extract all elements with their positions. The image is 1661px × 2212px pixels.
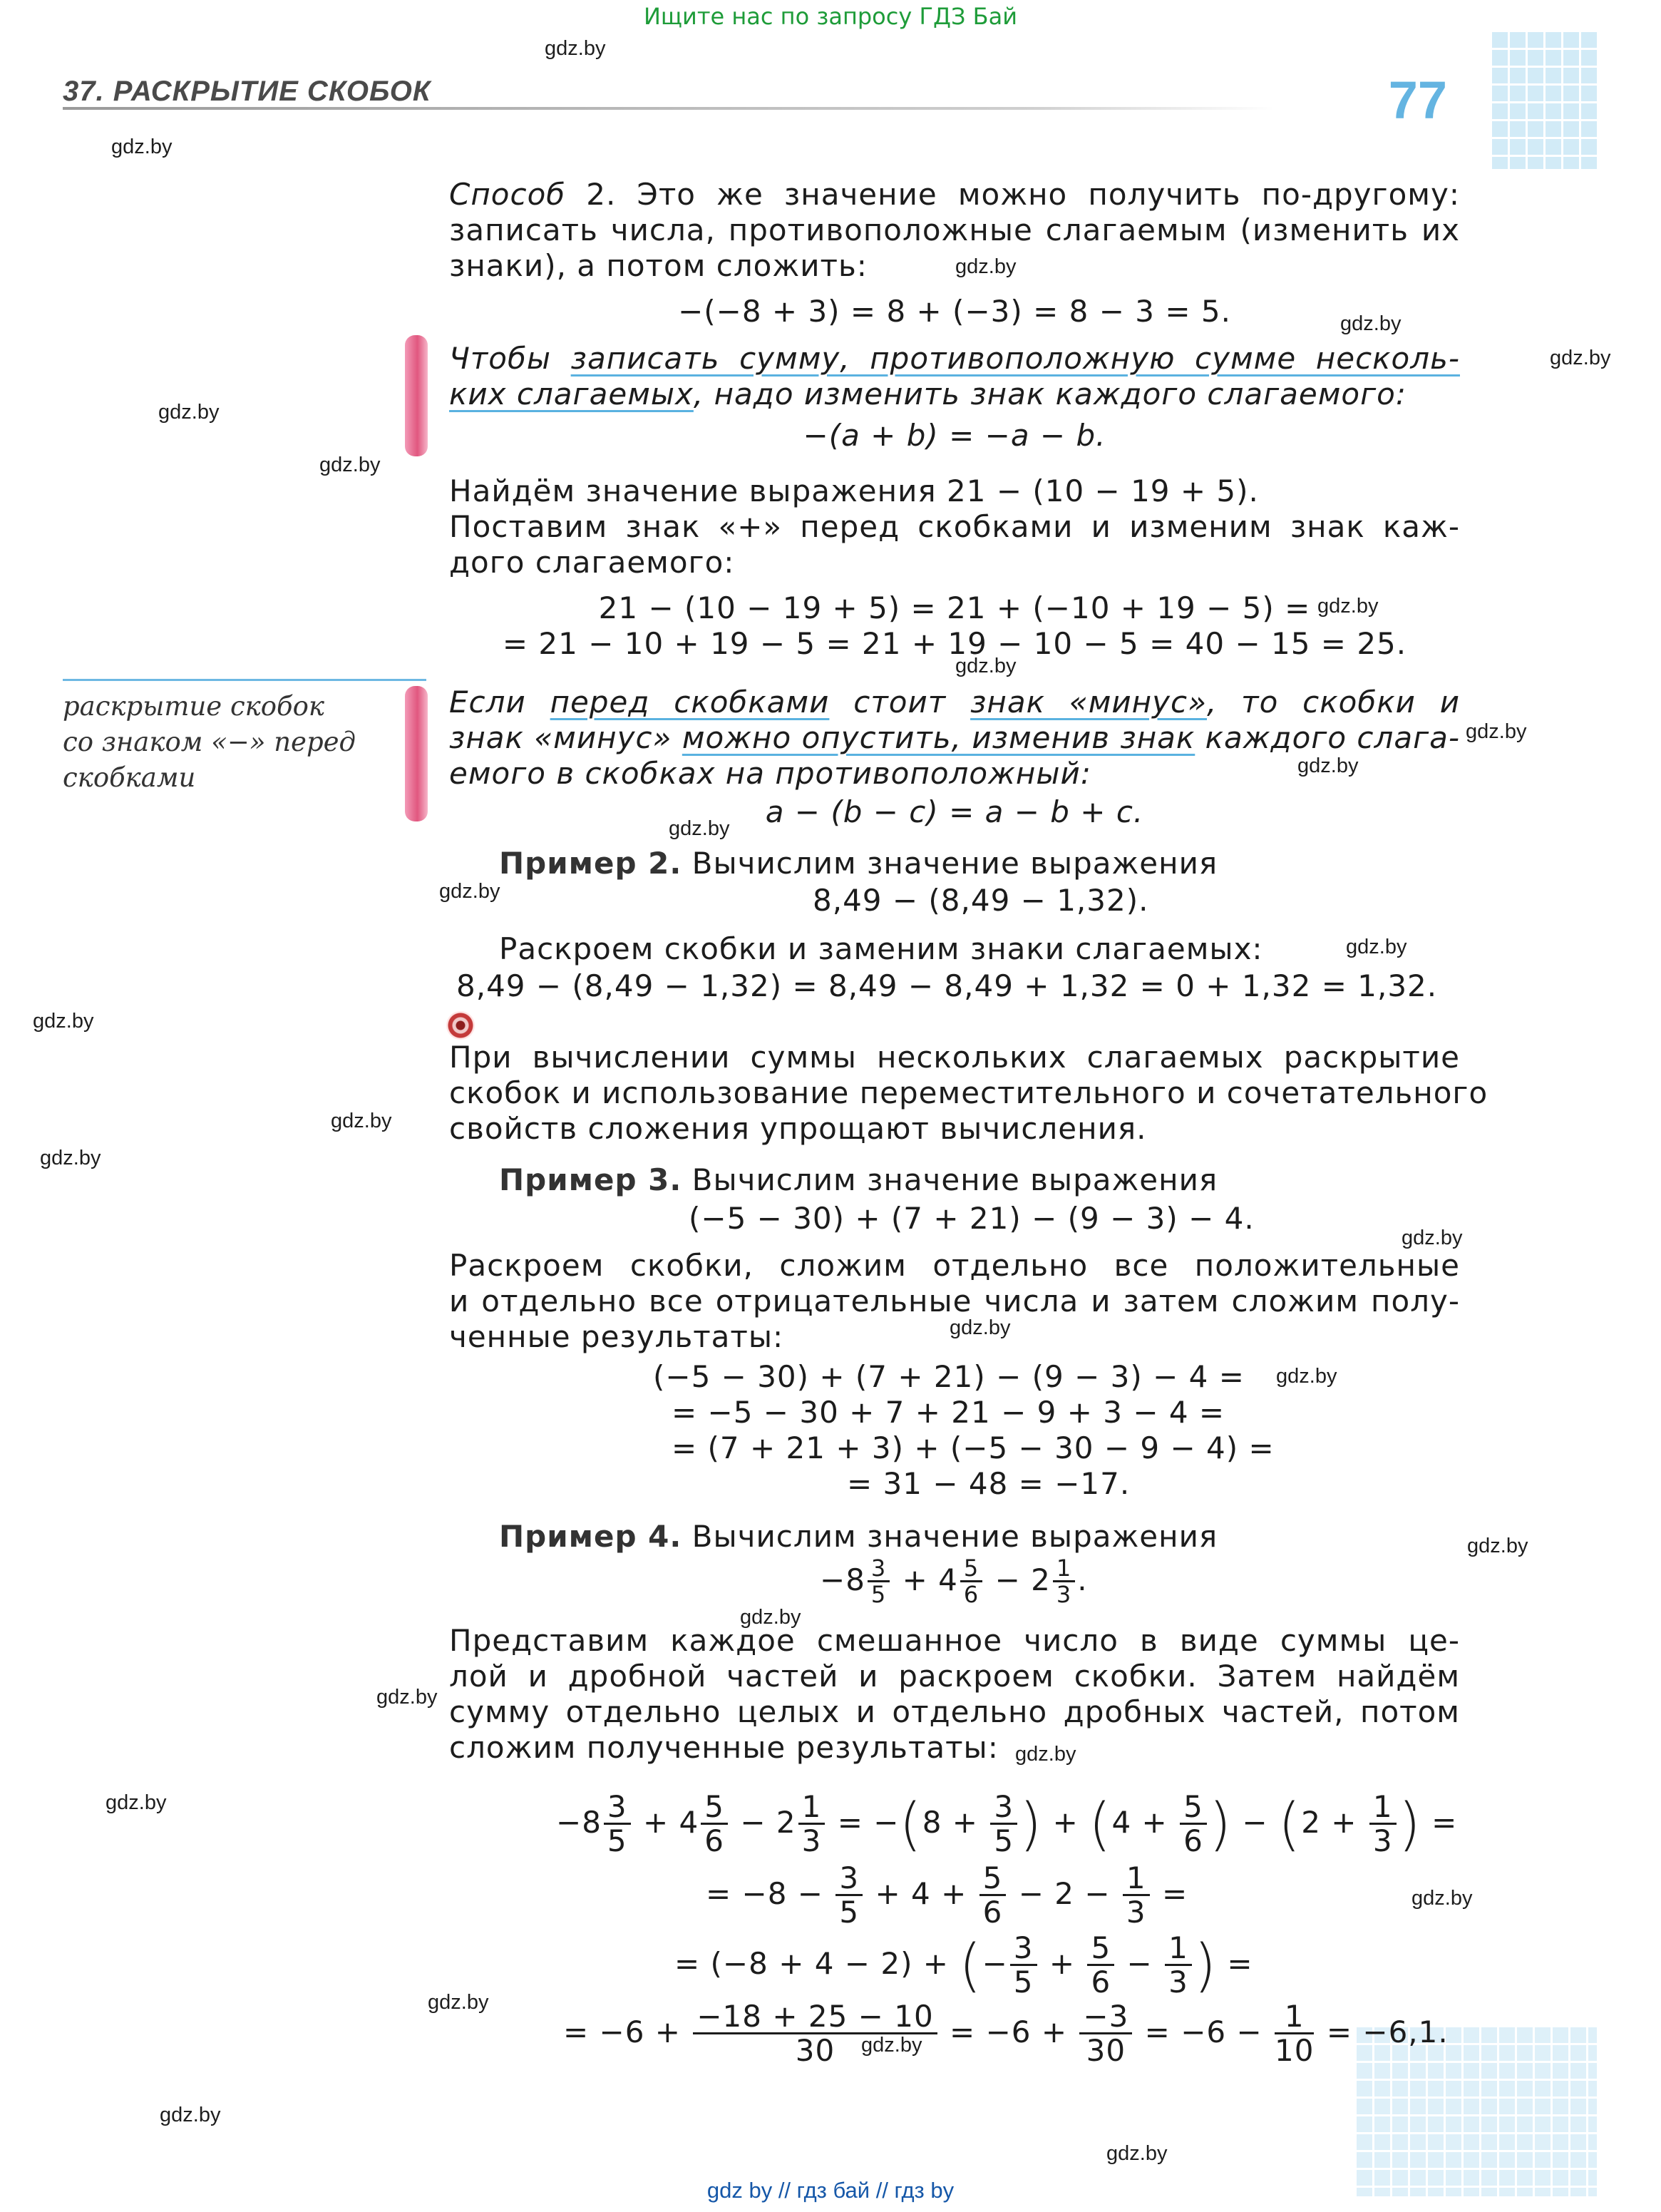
side-note-line2: со знаком «−» перед	[63, 727, 356, 757]
watermark: gdz.by	[158, 401, 220, 424]
example3-line2: и отдельно все отрицательные числа и затем сложим полу-	[449, 1284, 1460, 1319]
watermark: gdz.by	[1106, 2142, 1168, 2165]
rule2-line2: знак «минус» можно опустить, изменив знак каждого слага-	[449, 720, 1461, 755]
example3-line3: ченные результаты:	[449, 1319, 784, 1354]
watermark: gdz.by	[1276, 1365, 1337, 1388]
example4-line4: сложим полученные результаты:	[449, 1730, 999, 1765]
watermark: gdz.by	[740, 1606, 801, 1629]
rule2-line3: емого в скобках на противоположный:	[449, 756, 1091, 791]
watermark: gdz.by	[376, 1686, 438, 1709]
note-line3: свойств сложения упрощают вычисления.	[449, 1111, 1147, 1146]
example2-equation: 8,49 − (8,49 − 1,32) = 8,49 − 8,49 + 1,32 = 0 + 1,32 = 1,32.	[456, 968, 1438, 1003]
example4-step2: = −8 − $\frac{3}{5}$ + 4 + $\frac{5}{6}$ − 2 − $\frac{1}{3}$ =	[706, 1860, 1188, 1930]
example4-line2: лой и дробной частей и раскроем скобки. Затем найдём	[449, 1659, 1460, 1694]
decorative-grid-top	[1490, 30, 1597, 169]
rule2-formula: a − (b − c) = a − b + c.	[765, 794, 1144, 829]
watermark: gdz.by	[1466, 720, 1527, 743]
find-line3: дого слагаемого:	[449, 545, 735, 580]
watermark: gdz.by	[439, 880, 500, 903]
watermark: gdz.by	[331, 1110, 392, 1132]
example4-line3: сумму отдельно целых и отдельно дробных частей, потом	[449, 1694, 1460, 1729]
find-equation2: = 21 − 10 + 19 − 5 = 21 + 19 − 10 − 5 = 40 − 15 = 25.	[502, 626, 1407, 661]
side-note-rule	[63, 679, 426, 681]
rule1-line1: Чтобы записать сумму, противоположную сумме несколь-	[449, 341, 1460, 376]
rule1-formula: −(a + b) = −a − b.	[803, 418, 1106, 453]
page-number: 77	[1388, 71, 1447, 130]
attention-marker-icon	[446, 1011, 475, 1040]
top-banner[interactable]: Ищите нас по запросу ГДЗ Бай	[643, 3, 1018, 30]
watermark: gdz.by	[160, 2104, 221, 2126]
rule1-marker-bar	[405, 335, 428, 456]
watermark: gdz.by	[545, 37, 606, 60]
example3-equation1: (−5 − 30) + (7 + 21) − (9 − 3) − 4 =	[653, 1359, 1245, 1394]
example3-equation3: = (7 + 21 + 3) + (−5 − 30 − 9 − 4) =	[672, 1430, 1275, 1465]
watermark: gdz.by	[1402, 1227, 1463, 1249]
watermark: gdz.by	[1550, 347, 1611, 369]
watermark: gdz.by	[319, 454, 381, 476]
watermark: gdz.by	[1015, 1743, 1076, 1766]
rule2-line1: Если перед скобками стоит знак «минус», то скобки и	[449, 685, 1460, 720]
example3-line1: Раскроем скобки, сложим отдельно все положительные	[449, 1248, 1460, 1283]
watermark: gdz.by	[40, 1147, 101, 1169]
watermark: gdz.by	[428, 1991, 489, 2014]
watermark: gdz.by	[1317, 595, 1379, 618]
find-equation1: 21 − (10 − 19 + 5) = 21 + (−10 + 19 − 5) =	[598, 590, 1311, 625]
example4-heading: Пример 4. Вычислим значение выражения	[499, 1519, 1218, 1554]
note-line2: скобок и использование переместительного и сочетательного	[449, 1075, 1488, 1110]
side-note-line3: скобками	[63, 762, 196, 793]
title-rule	[63, 107, 1275, 110]
watermark: gdz.by	[955, 655, 1017, 677]
watermark: gdz.by	[1340, 312, 1402, 335]
rule1-line2: ких слагаемых, надо изменить знак каждого слагаемого:	[449, 377, 1407, 411]
example4-step3: = (−8 + 4 − 2) + (− $\frac{3}{5}$ + $\frac{5}{6}$ − $\frac{1}{3}$ ) =	[674, 1930, 1253, 1999]
example3-equation2: = −5 − 30 + 7 + 21 − 9 + 3 − 4 =	[672, 1395, 1225, 1430]
section-title: 37. РАСКРЫТИЕ СКОБОК	[63, 76, 431, 107]
watermark: gdz.by	[861, 2034, 922, 2057]
watermark: gdz.by	[33, 1010, 94, 1033]
watermark: gdz.by	[1297, 754, 1359, 777]
side-note-line1: раскрытие скобок	[63, 691, 325, 722]
example4-expression: −8 $\frac{3}{5}$ + 4 $\frac{5}{6}$ − 2 $\frac{1}{3}$ .	[820, 1554, 1088, 1609]
example2-expression: 8,49 − (8,49 − 1,32).	[813, 883, 1149, 918]
watermark: gdz.by	[950, 1316, 1011, 1339]
note-line1: При вычислении суммы нескольких слагаемых раскрытие	[449, 1040, 1460, 1075]
sposob2-equation: −(−8 + 3) = 8 + (−3) = 8 − 3 = 5.	[678, 294, 1231, 329]
watermark: gdz.by	[1411, 1887, 1473, 1910]
watermark: gdz.by	[669, 817, 730, 840]
sposob2-line2: записать числа, противоположные слагаемым (изменить их	[449, 213, 1460, 247]
example4-line1: Представим каждое смешанное число в виде суммы це-	[449, 1623, 1460, 1658]
example2-heading: Пример 2. Вычислим значение выражения	[499, 846, 1218, 881]
watermark: gdz.by	[111, 135, 173, 158]
example2-line1: Раскроем скобки и заменим знаки слагаемых:	[499, 931, 1263, 966]
watermark: gdz.by	[106, 1791, 167, 1814]
watermark: gdz.by	[1346, 936, 1407, 958]
watermark: gdz.by	[1467, 1535, 1528, 1557]
find-line1: Найдём значение выражения 21 − (10 − 19 + 5).	[449, 473, 1259, 508]
watermark: gdz.by	[955, 255, 1017, 278]
rule2-marker-bar	[405, 686, 428, 821]
example3-equation4: = 31 − 48 = −17.	[847, 1466, 1131, 1501]
sposob2-line3: знаки), а потом сложить:	[449, 248, 868, 283]
bottom-links[interactable]: gdz by // гдз бай // гдз by	[706, 2178, 955, 2203]
example3-heading: Пример 3. Вычислим значение выражения	[499, 1162, 1218, 1197]
sposob2-line1: Способ 2. Это же значение можно получить по-другому:	[449, 177, 1460, 212]
example3-expression: (−5 − 30) + (7 + 21) − (9 − 3) − 4.	[689, 1201, 1255, 1236]
example4-step1: −8 $\frac{3}{5}$ + 4 $\frac{5}{6}$ − 2 $\frac{1}{3}$ = −(8 + $\frac{3}{5}$ ) + (4 + $\frac{5}{6}$ ) − (2 + $\frac{1}{3}$ ) =	[556, 1788, 1458, 1858]
example4-step4: = −6 + $\frac{-18 + 25 - 10}{30}$ = −6 + $\frac{-3}{30}$ = −6 − $\frac{1}{10}$ = −6,1.	[563, 1998, 1449, 2068]
find-line2: Поставим знак «+» перед скобками и изменим знак каж-	[449, 509, 1460, 544]
